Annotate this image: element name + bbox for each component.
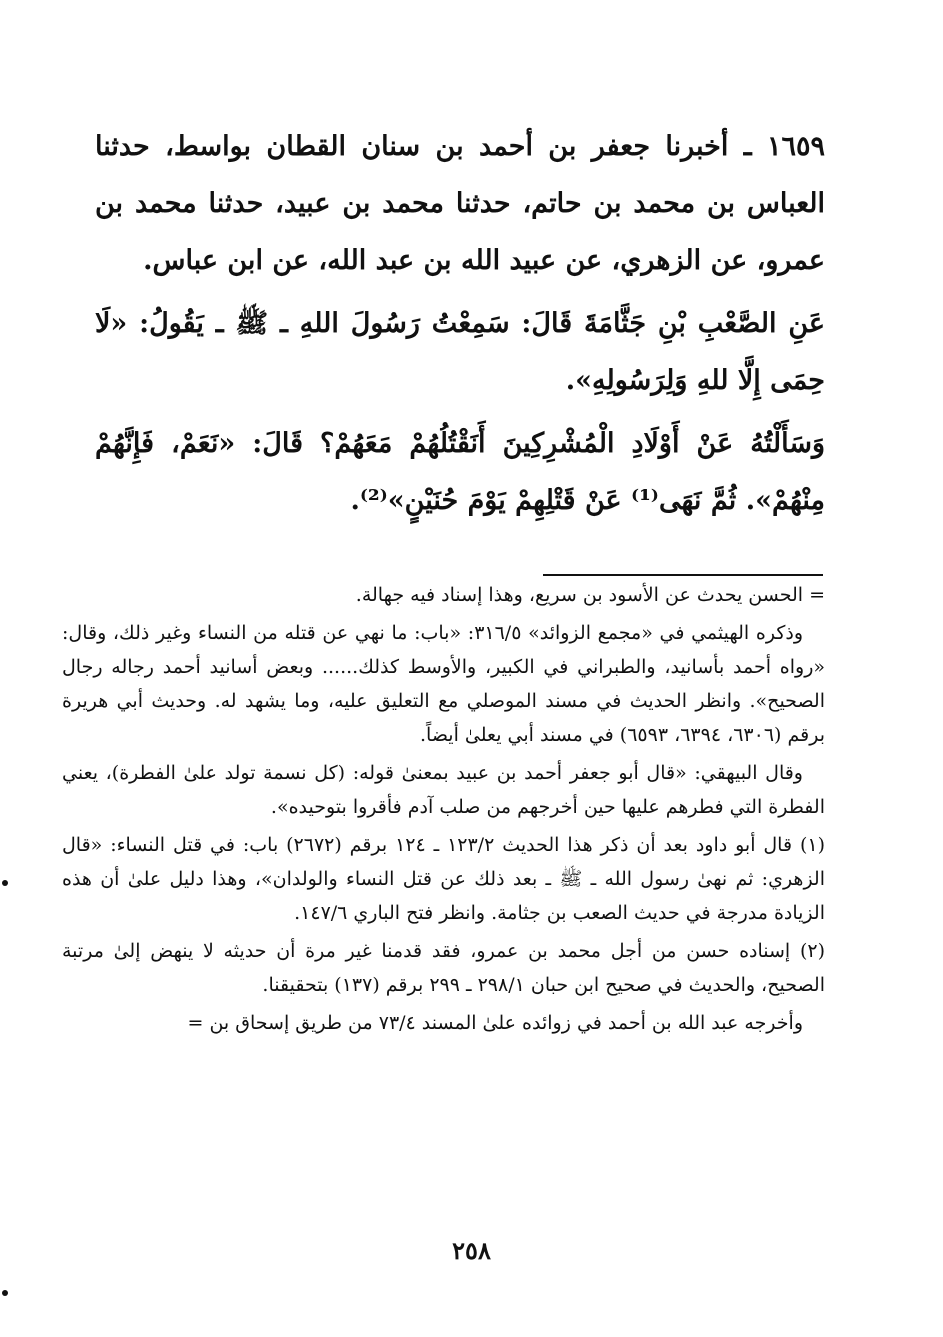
footnote-paragraph: وقال البيهقي: «قال أبو جعفر أحمد بن عبيد بمعنىٰ قوله: (كل نسمة تولد علىٰ الفطرة)، يعني الفطرة التي فطرهم عليها حين أخرجهم من صلب آدم فأقروا بتوحيده».: [62, 762, 825, 818]
footnote-paragraph: وذكره الهيثمي في «مجمع الزوائد» ٣١٦/٥: «باب: ما نهي عن قتله من النساء وغير ذلك، وقال: «رواه أحمد بأسانيد، والطبراني في الكبير، والأوسط كذلك...... وبعض أسانيد أحمد رجاله رجال الصحيح». وانظر الحديث في مسند الموصلي مع التعليق عليه، وما يشهد له. وحديث أبي هريرة برقم (٦٣٠٦، ٦٣٩٤، ٦٥٩٣) في مسند أبي يعلىٰ أيضاً.: [62, 622, 825, 746]
isnad-paragraph: ١٦٥٩ ـ أخبرنا جعفر بن أحمد بن سنان القطان بواسط، حدثنا العباس بن محمد بن حاتم، حدثنا محمد بن عبيد، حدثنا محمد بن عمرو، عن الزهري، عن عبيد الله بن عبد الله، عن ابن عباس.: [95, 131, 825, 276]
scan-mark: [2, 1290, 8, 1296]
matn-paragraph-continued: وَسَأَلْتُهُ عَنْ أَوْلَادِ الْمُشْرِكِينَ أَنَقْتُلُهُمْ مَعَهُمْ؟ قَالَ: «نَعَمْ، فَإِنَّهُمْ مِنْهُمْ». ثُمَّ نَهَى⁽¹⁾ عَنْ قَتْلِهِمْ يَوْمَ حُنَيْنٍ»⁽²⁾.: [95, 428, 825, 516]
footnote-2: (٢) إسناده حسن من أجل محمد بن عمرو، فقد قدمنا غير مرة أن حديثه لا ينهض إلىٰ مرتبة الصحيح، والحديث في صحيح ابن حبان ٢٩٨/١ ـ ٢٩٩ برقم (١٣٧) بتحقيقنا.: [62, 940, 825, 996]
footnote-continuation: = الحسن يحدث عن الأسود بن سريع، وهذا إسناد فيه جهالة.: [355, 584, 825, 606]
footnote-paragraph: وأخرجه عبد الله بن أحمد في زوائده علىٰ المسند ٧٣/٤ من طريق إسحاق بن =: [187, 1012, 803, 1034]
footnote-separator: [543, 574, 823, 576]
hadith-text: [95, 118, 825, 535]
footnote-1: (١) قال أبو داود بعد أن ذكر هذا الحديث ١٢٣/٢ ـ ١٢٤ برقم (٢٦٧٢) باب: في قتل النساء: «قال الزهري: ثم نهىٰ رسول الله ـ ﷺ ـ بعد ذلك عن قتل النساء والولدان»، وهذا دليل علىٰ أن هذه الزيادة مدرجة في حديث الصعب بن جثامة. وانظر فتح الباري ١٤٧/٦.: [62, 834, 825, 924]
scan-mark: [2, 880, 8, 886]
footnotes: [62, 578, 825, 1044]
page-number: ٢٥٨: [452, 1236, 491, 1265]
matn-paragraph: عَنِ الصَّعْبِ بْنِ جَثَّامَةَ قَالَ: سَمِعْتُ رَسُولَ اللهِ ـ ﷺ ـ يَقُولُ: «لَا حِمَى إِلَّا للهِ وَلِرَسُولِهِ».: [95, 308, 825, 396]
